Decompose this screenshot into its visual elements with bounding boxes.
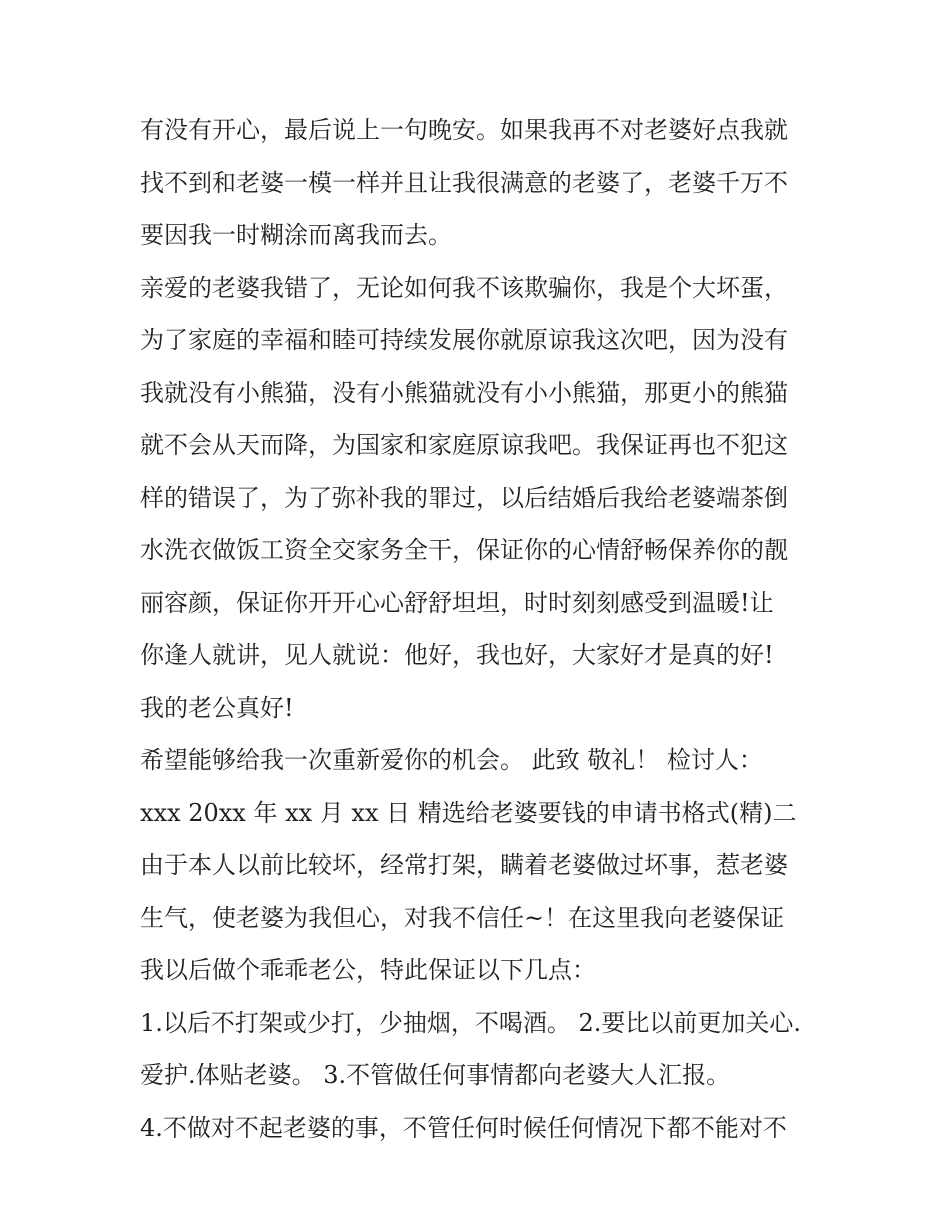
text-line: 1.以后不打架或少打，少抽烟，不喝酒。 2.要比以前更加关心. — [140, 1008, 802, 1037]
text-line: 水洗衣做饭工资全交家务全干，保证你的心情舒畅保养你的靓 — [140, 536, 788, 564]
text-line: 你逢人就讲，见人就说：他好，我也好，大家好才是真的好! — [140, 641, 774, 669]
text-line: 就不会从天而降，为国家和家庭原谅我吧。我保证再也不犯这 — [140, 431, 788, 459]
text-line: xxx 20xx 年 xx 月 xx 日 精选给老婆要钱的申请书格式(精)二 — [140, 798, 797, 827]
text-line: 有没有开心，最后说上一句晚安。如果我再不对老婆好点我就 — [140, 116, 788, 144]
text-line: 希望能够给我一次重新爱你的机会。 此致 敬礼！ 检讨人： — [140, 746, 763, 774]
text-line: 我以后做个乖乖老公，特此保证以下几点： — [140, 956, 596, 984]
document-body — [140, 104, 820, 1154]
text-line: 我就没有小熊猫，没有小熊猫就没有小小熊猫，那更小的熊猫 — [140, 378, 788, 407]
text-line: 亲爱的老婆我错了，无论如何我不该欺骗你，我是个大坏蛋， — [140, 273, 788, 302]
text-line: 由于本人以前比较坏，经常打架，瞒着老婆做过坏事，惹老婆 — [140, 851, 788, 879]
text-line: 要因我一时糊涂而离我而去。 — [140, 221, 452, 249]
text-line: 我的老公真好! — [140, 693, 294, 722]
text-line: 生气，使老婆为我但心，对我不信任~！在这里我向老婆保证 — [140, 903, 785, 932]
text-line: 样的错误了，为了弥补我的罪过，以后结婚后我给老婆端茶倒 — [140, 483, 788, 512]
text-line: 丽容颜，保证你开开心心舒舒坦坦，时时刻刻感受到温暖!让 — [140, 588, 774, 617]
text-line: 为了家庭的幸福和睦可持续发展你就原谅我这次吧，因为没有 — [140, 326, 788, 354]
text-line: 爱护.体贴老婆。 3.不管做任何事情都向老婆大人汇报。 — [140, 1061, 731, 1089]
text-line: 找不到和老婆一模一样并且让我很满意的老婆了，老婆千万不 — [140, 168, 788, 197]
text-line: 4.不做对不起老婆的事，不管任何时候任何情况下都不能对不 — [140, 1113, 787, 1142]
